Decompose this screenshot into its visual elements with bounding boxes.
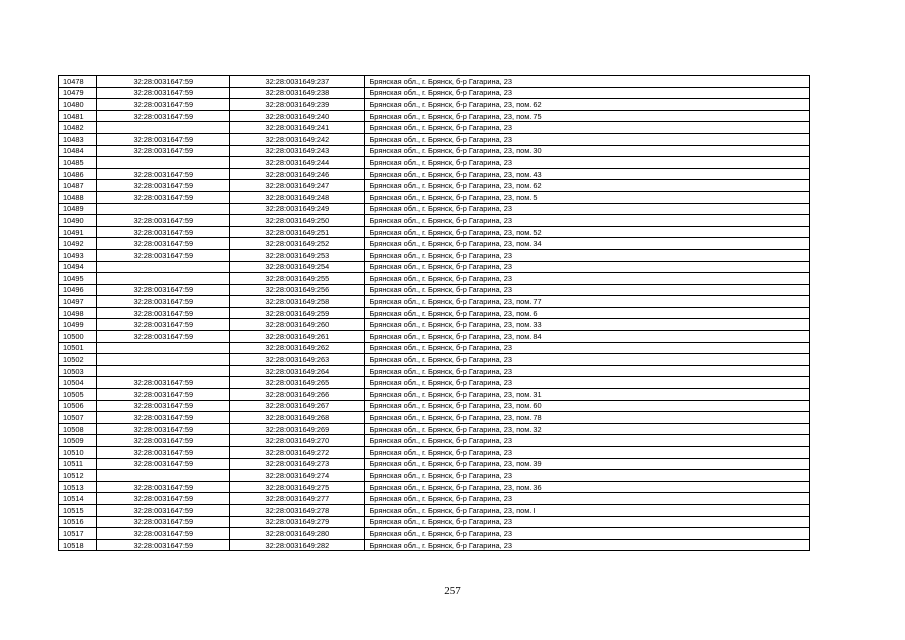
cadastral-number-cell: 32:28:0031649:240 — [230, 110, 365, 122]
parent-cadastral-number-cell — [97, 365, 230, 377]
address-cell: Брянская обл., г. Брянск, б-р Гагарина, 23, пом. I — [365, 504, 810, 516]
cadastral-number-cell: 32:28:0031649:250 — [230, 215, 365, 227]
cadastral-number-cell: 32:28:0031649:249 — [230, 203, 365, 215]
address-cell: Брянская обл., г. Брянск, б-р Гагарина, 23 — [365, 528, 810, 540]
parent-cadastral-number-cell: 32:28:0031647:59 — [97, 133, 230, 145]
cadastral-number-cell: 32:28:0031649:265 — [230, 377, 365, 389]
parent-cadastral-number-cell — [97, 354, 230, 366]
address-cell: Брянская обл., г. Брянск, б-р Гагарина, 23 — [365, 365, 810, 377]
cadastral-register-table — [58, 75, 810, 551]
cadastral-number-cell: 32:28:0031649:253 — [230, 249, 365, 261]
cadastral-number-cell: 32:28:0031649:260 — [230, 319, 365, 331]
parent-cadastral-number-cell: 32:28:0031647:59 — [97, 284, 230, 296]
cadastral-number-cell: 32:28:0031649:254 — [230, 261, 365, 273]
address-cell: Брянская обл., г. Брянск, б-р Гагарина, 23 — [365, 133, 810, 145]
cadastral-number-cell: 32:28:0031649:273 — [230, 458, 365, 470]
address-cell: Брянская обл., г. Брянск, б-р Гагарина, 23 — [365, 203, 810, 215]
table-row — [59, 226, 810, 238]
cadastral-number-cell: 32:28:0031649:269 — [230, 423, 365, 435]
table-row — [59, 493, 810, 505]
row-number-cell: 10488 — [59, 191, 97, 203]
table-body — [59, 76, 810, 551]
address-cell: Брянская обл., г. Брянск, б-р Гагарина, 23 — [365, 87, 810, 99]
row-number-cell: 10494 — [59, 261, 97, 273]
table-row — [59, 110, 810, 122]
row-number-cell: 10504 — [59, 377, 97, 389]
parent-cadastral-number-cell: 32:28:0031647:59 — [97, 539, 230, 551]
address-cell: Брянская обл., г. Брянск, б-р Гагарина, 23 — [365, 273, 810, 285]
row-number-cell: 10514 — [59, 493, 97, 505]
table-row — [59, 331, 810, 343]
table-row — [59, 377, 810, 389]
cadastral-number-cell: 32:28:0031649:266 — [230, 389, 365, 401]
cadastral-number-cell: 32:28:0031649:244 — [230, 157, 365, 169]
cadastral-number-cell: 32:28:0031649:279 — [230, 516, 365, 528]
cadastral-number-cell: 32:28:0031649:280 — [230, 528, 365, 540]
cadastral-number-cell: 32:28:0031649:268 — [230, 412, 365, 424]
cadastral-number-cell: 32:28:0031649:237 — [230, 76, 365, 88]
table-row — [59, 76, 810, 88]
table-row — [59, 284, 810, 296]
row-number-cell: 10513 — [59, 481, 97, 493]
table-row — [59, 423, 810, 435]
address-cell: Брянская обл., г. Брянск, б-р Гагарина, 23 — [365, 261, 810, 273]
address-cell: Брянская обл., г. Брянск, б-р Гагарина, 23, пом. 77 — [365, 296, 810, 308]
row-number-cell: 10503 — [59, 365, 97, 377]
address-cell: Брянская обл., г. Брянск, б-р Гагарина, 23, пом. 32 — [365, 423, 810, 435]
address-cell: Брянская обл., г. Брянск, б-р Гагарина, 23, пом. 75 — [365, 110, 810, 122]
table-row — [59, 238, 810, 250]
row-number-cell: 10485 — [59, 157, 97, 169]
address-cell: Брянская обл., г. Брянск, б-р Гагарина, 23 — [365, 354, 810, 366]
cadastral-number-cell: 32:28:0031649:278 — [230, 504, 365, 516]
row-number-cell: 10508 — [59, 423, 97, 435]
address-cell: Брянская обл., г. Брянск, б-р Гагарина, 23 — [365, 122, 810, 134]
parent-cadastral-number-cell: 32:28:0031647:59 — [97, 447, 230, 459]
row-number-cell: 10497 — [59, 296, 97, 308]
parent-cadastral-number-cell: 32:28:0031647:59 — [97, 516, 230, 528]
parent-cadastral-number-cell: 32:28:0031647:59 — [97, 191, 230, 203]
table-row — [59, 191, 810, 203]
parent-cadastral-number-cell: 32:28:0031647:59 — [97, 238, 230, 250]
table-row — [59, 412, 810, 424]
cadastral-number-cell: 32:28:0031649:274 — [230, 470, 365, 482]
row-number-cell: 10516 — [59, 516, 97, 528]
address-cell: Брянская обл., г. Брянск, б-р Гагарина, 23 — [365, 377, 810, 389]
address-cell: Брянская обл., г. Брянск, б-р Гагарина, 23, пом. 78 — [365, 412, 810, 424]
parent-cadastral-number-cell: 32:28:0031647:59 — [97, 168, 230, 180]
row-number-cell: 10498 — [59, 307, 97, 319]
cadastral-number-cell: 32:28:0031649:270 — [230, 435, 365, 447]
address-cell: Брянская обл., г. Брянск, б-р Гагарина, 23 — [365, 249, 810, 261]
parent-cadastral-number-cell — [97, 157, 230, 169]
row-number-cell: 10493 — [59, 249, 97, 261]
table-row — [59, 122, 810, 134]
parent-cadastral-number-cell: 32:28:0031647:59 — [97, 493, 230, 505]
address-cell: Брянская обл., г. Брянск, б-р Гагарина, 23, пом. 43 — [365, 168, 810, 180]
table-row — [59, 400, 810, 412]
table-row — [59, 458, 810, 470]
table-row — [59, 273, 810, 285]
cadastral-number-cell: 32:28:0031649:239 — [230, 99, 365, 111]
row-number-cell: 10481 — [59, 110, 97, 122]
parent-cadastral-number-cell: 32:28:0031647:59 — [97, 307, 230, 319]
page-number: 257 — [444, 585, 461, 597]
row-number-cell: 10483 — [59, 133, 97, 145]
table-row — [59, 145, 810, 157]
cadastral-number-cell: 32:28:0031649:252 — [230, 238, 365, 250]
table-row — [59, 99, 810, 111]
address-cell: Брянская обл., г. Брянск, б-р Гагарина, 23 — [365, 157, 810, 169]
row-number-cell: 10512 — [59, 470, 97, 482]
parent-cadastral-number-cell — [97, 273, 230, 285]
table-row — [59, 203, 810, 215]
parent-cadastral-number-cell: 32:28:0031647:59 — [97, 435, 230, 447]
table-row — [59, 354, 810, 366]
address-cell: Брянская обл., г. Брянск, б-р Гагарина, 23, пом. 52 — [365, 226, 810, 238]
address-cell: Брянская обл., г. Брянск, б-р Гагарина, 23 — [365, 470, 810, 482]
table-row — [59, 365, 810, 377]
parent-cadastral-number-cell: 32:28:0031647:59 — [97, 87, 230, 99]
address-cell: Брянская обл., г. Брянск, б-р Гагарина, 23 — [365, 493, 810, 505]
row-number-cell: 10515 — [59, 504, 97, 516]
parent-cadastral-number-cell: 32:28:0031647:59 — [97, 249, 230, 261]
table-row — [59, 481, 810, 493]
parent-cadastral-number-cell: 32:28:0031647:59 — [97, 331, 230, 343]
address-cell: Брянская обл., г. Брянск, б-р Гагарина, 23 — [365, 435, 810, 447]
address-cell: Брянская обл., г. Брянск, б-р Гагарина, 23, пом. 84 — [365, 331, 810, 343]
cadastral-number-cell: 32:28:0031649:247 — [230, 180, 365, 192]
row-number-cell: 10492 — [59, 238, 97, 250]
row-number-cell: 10480 — [59, 99, 97, 111]
row-number-cell: 10487 — [59, 180, 97, 192]
table-row — [59, 389, 810, 401]
cadastral-number-cell: 32:28:0031649:275 — [230, 481, 365, 493]
address-cell: Брянская обл., г. Брянск, б-р Гагарина, 23, пом. 33 — [365, 319, 810, 331]
row-number-cell: 10507 — [59, 412, 97, 424]
address-cell: Брянская обл., г. Брянск, б-р Гагарина, 23 — [365, 76, 810, 88]
cadastral-number-cell: 32:28:0031649:264 — [230, 365, 365, 377]
row-number-cell: 10491 — [59, 226, 97, 238]
cadastral-number-cell: 32:28:0031649:238 — [230, 87, 365, 99]
parent-cadastral-number-cell: 32:28:0031647:59 — [97, 110, 230, 122]
address-cell: Брянская обл., г. Брянск, б-р Гагарина, 23, пом. 34 — [365, 238, 810, 250]
address-cell: Брянская обл., г. Брянск, б-р Гагарина, 23, пом. 62 — [365, 99, 810, 111]
table-row — [59, 261, 810, 273]
table-row — [59, 296, 810, 308]
table-row — [59, 307, 810, 319]
cadastral-number-cell: 32:28:0031649:256 — [230, 284, 365, 296]
table-row — [59, 215, 810, 227]
table-row — [59, 180, 810, 192]
table-row — [59, 447, 810, 459]
row-number-cell: 10517 — [59, 528, 97, 540]
cadastral-number-cell: 32:28:0031649:241 — [230, 122, 365, 134]
parent-cadastral-number-cell: 32:28:0031647:59 — [97, 226, 230, 238]
parent-cadastral-number-cell: 32:28:0031647:59 — [97, 458, 230, 470]
address-cell: Брянская обл., г. Брянск, б-р Гагарина, 23 — [365, 516, 810, 528]
row-number-cell: 10511 — [59, 458, 97, 470]
parent-cadastral-number-cell: 32:28:0031647:59 — [97, 180, 230, 192]
row-number-cell: 10484 — [59, 145, 97, 157]
cadastral-number-cell: 32:28:0031649:255 — [230, 273, 365, 285]
parent-cadastral-number-cell: 32:28:0031647:59 — [97, 528, 230, 540]
row-number-cell: 10495 — [59, 273, 97, 285]
table-row — [59, 168, 810, 180]
cadastral-number-cell: 32:28:0031649:251 — [230, 226, 365, 238]
address-cell: Брянская обл., г. Брянск, б-р Гагарина, 23, пом. 31 — [365, 389, 810, 401]
row-number-cell: 10499 — [59, 319, 97, 331]
parent-cadastral-number-cell: 32:28:0031647:59 — [97, 481, 230, 493]
address-cell: Брянская обл., г. Брянск, б-р Гагарина, 23 — [365, 284, 810, 296]
cadastral-number-cell: 32:28:0031649:263 — [230, 354, 365, 366]
parent-cadastral-number-cell: 32:28:0031647:59 — [97, 412, 230, 424]
row-number-cell: 10505 — [59, 389, 97, 401]
cadastral-number-cell: 32:28:0031649:261 — [230, 331, 365, 343]
row-number-cell: 10489 — [59, 203, 97, 215]
cadastral-number-cell: 32:28:0031649:246 — [230, 168, 365, 180]
parent-cadastral-number-cell: 32:28:0031647:59 — [97, 377, 230, 389]
row-number-cell: 10506 — [59, 400, 97, 412]
parent-cadastral-number-cell: 32:28:0031647:59 — [97, 99, 230, 111]
cadastral-number-cell: 32:28:0031649:262 — [230, 342, 365, 354]
parent-cadastral-number-cell: 32:28:0031647:59 — [97, 215, 230, 227]
row-number-cell: 10478 — [59, 76, 97, 88]
cadastral-number-cell: 32:28:0031649:243 — [230, 145, 365, 157]
table-row — [59, 249, 810, 261]
parent-cadastral-number-cell: 32:28:0031647:59 — [97, 423, 230, 435]
row-number-cell: 10510 — [59, 447, 97, 459]
table-row — [59, 435, 810, 447]
row-number-cell: 10518 — [59, 539, 97, 551]
address-cell: Брянская обл., г. Брянск, б-р Гагарина, 23 — [365, 215, 810, 227]
parent-cadastral-number-cell: 32:28:0031647:59 — [97, 319, 230, 331]
address-cell: Брянская обл., г. Брянск, б-р Гагарина, 23, пом. 60 — [365, 400, 810, 412]
row-number-cell: 10496 — [59, 284, 97, 296]
parent-cadastral-number-cell: 32:28:0031647:59 — [97, 400, 230, 412]
row-number-cell: 10490 — [59, 215, 97, 227]
table-row — [59, 516, 810, 528]
row-number-cell: 10501 — [59, 342, 97, 354]
parent-cadastral-number-cell: 32:28:0031647:59 — [97, 504, 230, 516]
parent-cadastral-number-cell — [97, 342, 230, 354]
table-row — [59, 133, 810, 145]
table-row — [59, 319, 810, 331]
cadastral-number-cell: 32:28:0031649:282 — [230, 539, 365, 551]
address-cell: Брянская обл., г. Брянск, б-р Гагарина, 23, пом. 30 — [365, 145, 810, 157]
parent-cadastral-number-cell: 32:28:0031647:59 — [97, 76, 230, 88]
cadastral-number-cell: 32:28:0031649:272 — [230, 447, 365, 459]
table-row — [59, 528, 810, 540]
address-cell: Брянская обл., г. Брянск, б-р Гагарина, 23, пом. 39 — [365, 458, 810, 470]
address-cell: Брянская обл., г. Брянск, б-р Гагарина, 23 — [365, 342, 810, 354]
row-number-cell: 10479 — [59, 87, 97, 99]
row-number-cell: 10500 — [59, 331, 97, 343]
row-number-cell: 10482 — [59, 122, 97, 134]
table-row — [59, 504, 810, 516]
table-row — [59, 342, 810, 354]
address-cell: Брянская обл., г. Брянск, б-р Гагарина, 23 — [365, 539, 810, 551]
parent-cadastral-number-cell — [97, 203, 230, 215]
address-cell: Брянская обл., г. Брянск, б-р Гагарина, 23, пом. 5 — [365, 191, 810, 203]
parent-cadastral-number-cell — [97, 122, 230, 134]
address-cell: Брянская обл., г. Брянск, б-р Гагарина, 23, пом. 36 — [365, 481, 810, 493]
cadastral-number-cell: 32:28:0031649:277 — [230, 493, 365, 505]
parent-cadastral-number-cell: 32:28:0031647:59 — [97, 296, 230, 308]
row-number-cell: 10502 — [59, 354, 97, 366]
address-cell: Брянская обл., г. Брянск, б-р Гагарина, 23, пом. 6 — [365, 307, 810, 319]
parent-cadastral-number-cell: 32:28:0031647:59 — [97, 145, 230, 157]
table-row — [59, 539, 810, 551]
cadastral-number-cell: 32:28:0031649:259 — [230, 307, 365, 319]
cadastral-number-cell: 32:28:0031649:267 — [230, 400, 365, 412]
parent-cadastral-number-cell — [97, 261, 230, 273]
parent-cadastral-number-cell — [97, 470, 230, 482]
address-cell: Брянская обл., г. Брянск, б-р Гагарина, 23 — [365, 447, 810, 459]
table-row — [59, 87, 810, 99]
cadastral-number-cell: 32:28:0031649:258 — [230, 296, 365, 308]
row-number-cell: 10509 — [59, 435, 97, 447]
row-number-cell: 10486 — [59, 168, 97, 180]
table-row — [59, 470, 810, 482]
cadastral-number-cell: 32:28:0031649:242 — [230, 133, 365, 145]
cadastral-number-cell: 32:28:0031649:248 — [230, 191, 365, 203]
address-cell: Брянская обл., г. Брянск, б-р Гагарина, 23, пом. 62 — [365, 180, 810, 192]
parent-cadastral-number-cell: 32:28:0031647:59 — [97, 389, 230, 401]
table-row — [59, 157, 810, 169]
